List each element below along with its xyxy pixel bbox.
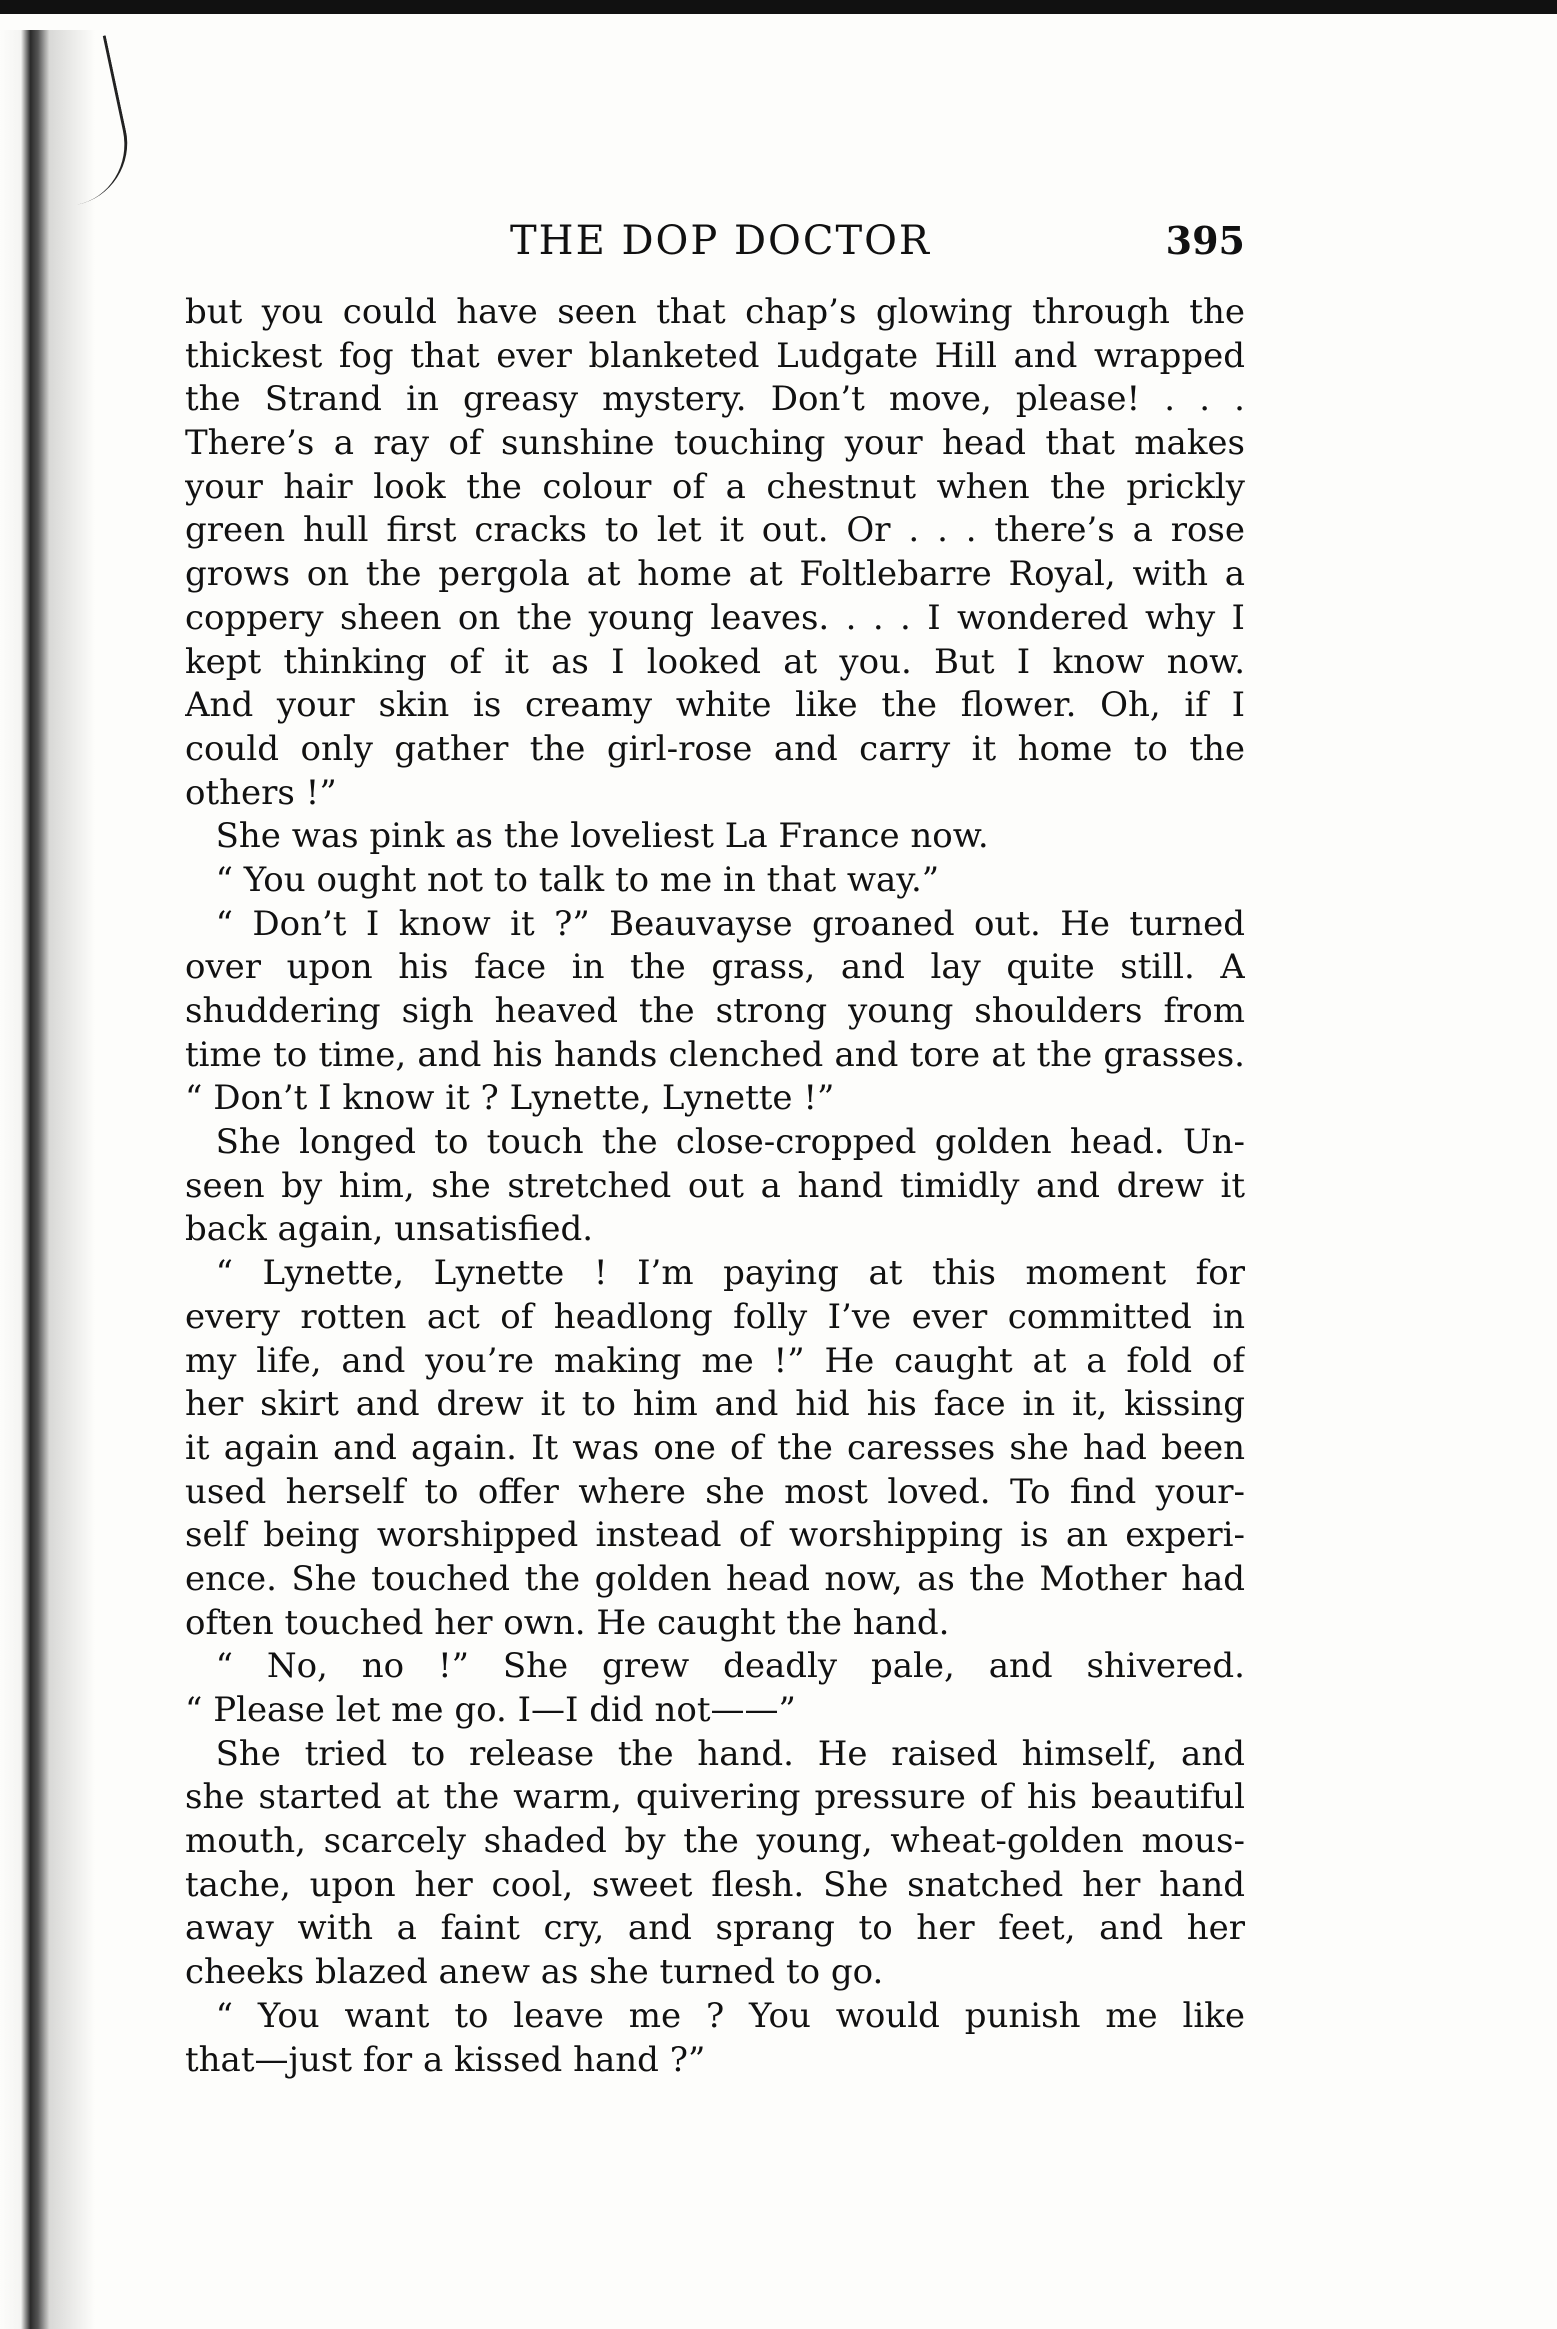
text-line: grows on the pergola at home at Foltlebarre Royal, with a bbox=[185, 554, 1245, 595]
text-line: others !” bbox=[185, 772, 337, 813]
text-line: could only gather the girl-rose and carry it home to the bbox=[185, 728, 1245, 769]
text-line: your hair look the colour of a chestnut when the prickly bbox=[185, 466, 1245, 507]
text-line: my life, and you’re making me !” He caught at a fold of bbox=[185, 1340, 1245, 1381]
text-line: “ Don’t I know it ? Lynette, Lynette !” bbox=[185, 1078, 835, 1119]
running-header bbox=[185, 218, 1245, 278]
text-line: “ You ought not to talk to me in that way.” bbox=[215, 859, 940, 900]
text-line: “ No, no !” She grew deadly pale, and shivered. bbox=[215, 1646, 1245, 1687]
text-line: often touched her own. He caught the hand. bbox=[185, 1602, 950, 1643]
text-line: but you could have seen that chap’s glowing through the bbox=[185, 292, 1245, 332]
text-line: mouth, scarcely shaded by the young, wheat-golden mous- bbox=[185, 1821, 1245, 1862]
text-line: She longed to touch the close-cropped golden head. Un- bbox=[215, 1122, 1245, 1163]
text-line: “ Don’t I know it ?” Beauvayse groaned out. He turned bbox=[215, 903, 1245, 944]
text-line: the Strand in greasy mystery. Don’t move, please! . . . bbox=[185, 379, 1245, 420]
text-line: it again and again. It was one of the caresses she had been bbox=[185, 1427, 1245, 1468]
text-line: shuddering sigh heaved the strong young shoulders from bbox=[185, 991, 1245, 1031]
text-line: ence. She touched the golden head now, as the Mother had bbox=[185, 1558, 1245, 1599]
text-line: coppery sheen on the young leaves. . . . I wondered why I bbox=[185, 597, 1245, 638]
text-line: She tried to release the hand. He raised himself, and bbox=[215, 1733, 1245, 1774]
text-line: kept thinking of it as I looked at you. But I know now. bbox=[185, 641, 1245, 682]
top-scan-border bbox=[0, 0, 1557, 14]
text-line: seen by him, she stretched out a hand timidly and drew it bbox=[185, 1165, 1245, 1206]
text-line: And your skin is creamy white like the flower. Oh, if I bbox=[185, 685, 1245, 726]
text-line: cheeks blazed anew as she turned to go. bbox=[185, 1952, 884, 1993]
text-line: over upon his face in the grass, and lay quite still. A bbox=[185, 947, 1245, 988]
text-line: her skirt and drew it to him and hid his face in it, kissing bbox=[185, 1384, 1245, 1425]
body-text bbox=[185, 291, 1245, 2082]
text-line: She was pink as the loveliest La France now. bbox=[215, 816, 989, 857]
text-line: tache, upon her cool, sweet flesh. She snatched her hand bbox=[185, 1864, 1245, 1905]
text-line: thickest fog that ever blanketed Ludgate Hill and wrapped bbox=[185, 335, 1245, 376]
text-line: green hull first cracks to let it out. Or . . . there’s a rose bbox=[185, 510, 1245, 551]
text-line: time to time, and his hands clenched and tore at the grasses. bbox=[185, 1034, 1245, 1075]
page-number: 395 bbox=[1165, 218, 1245, 263]
text-line: used herself to offer where she most loved. To find your- bbox=[185, 1471, 1245, 1512]
text-line: “ Please let me go. I—I did not——” bbox=[185, 1690, 796, 1730]
text-line: There’s a ray of sunshine touching your head that makes bbox=[185, 423, 1245, 464]
text-line: that—just for a kissed hand ?” bbox=[185, 2039, 706, 2080]
text-line: self being worshipped instead of worshipping is an experi- bbox=[185, 1515, 1245, 1556]
text-line: she started at the warm, quivering pressure of his beautiful bbox=[185, 1777, 1245, 1818]
text-line: back again, unsatisfied. bbox=[185, 1209, 594, 1250]
text-line: “ Lynette, Lynette ! I’m paying at this moment for bbox=[215, 1253, 1245, 1294]
text-line: away with a faint cry, and sprang to her feet, and her bbox=[185, 1908, 1245, 1949]
text-line: “ You want to leave me ? You would punish me like bbox=[215, 1995, 1245, 2036]
text-line: every rotten act of headlong folly I’ve ever committed in bbox=[185, 1296, 1245, 1337]
running-title: THE DOP DOCTOR bbox=[510, 218, 932, 264]
book-spine-shadow bbox=[0, 30, 95, 2329]
